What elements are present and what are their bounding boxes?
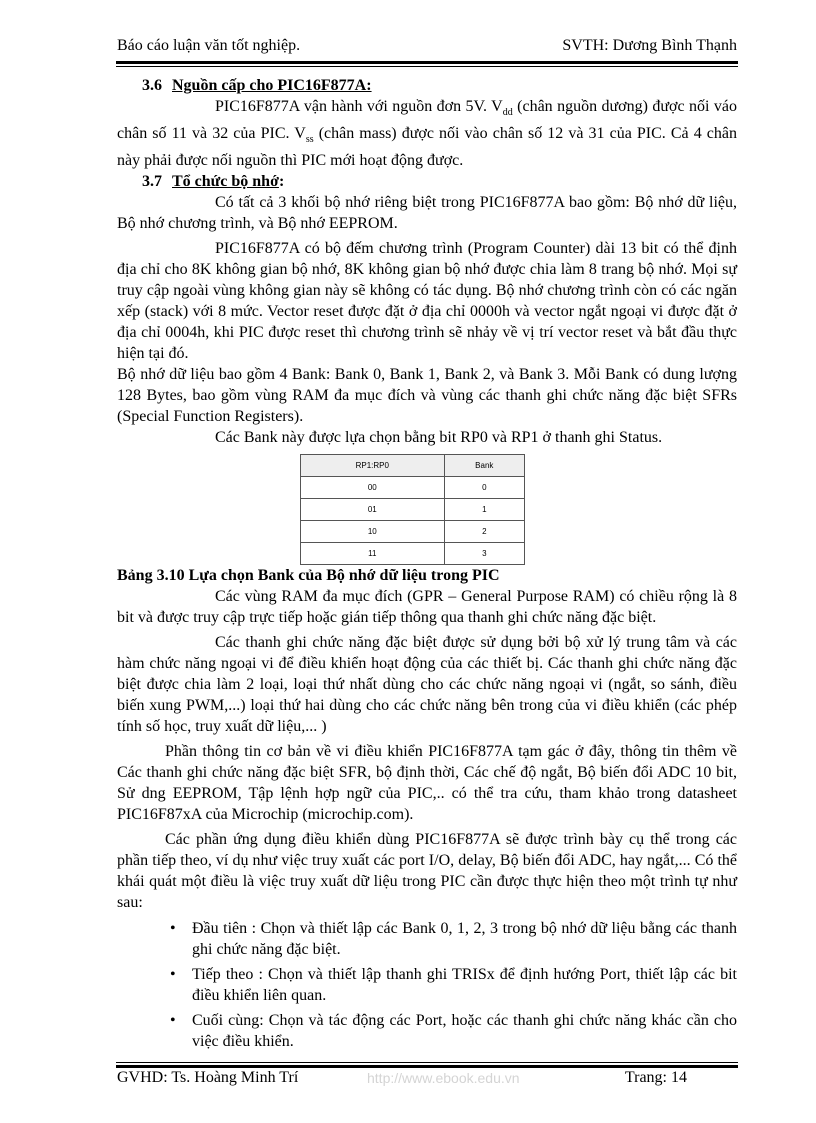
header-student-name: SVTH: Dương Bình Thạnh [562, 37, 737, 54]
bullet-icon: • [170, 966, 176, 984]
table-cell: 0 [444, 477, 524, 499]
section-title: Nguồn cấp cho PIC16F877A: [172, 77, 372, 94]
page-footer [117, 1068, 737, 1092]
table-cell: 01 [301, 499, 445, 521]
table-cell: 1 [444, 499, 524, 521]
header-report-title: Báo cáo luận văn tốt nghiệp. [117, 37, 301, 54]
table-row [301, 543, 525, 565]
page-header [117, 36, 737, 60]
paragraph-bank-select: Các Bank này được lựa chọn bằng bit RP0 và RP1 ở thanh ghi Status. [215, 429, 663, 447]
table-caption: Bảng 3.10 Lựa chọn Bank của Bộ nhớ dữ liệu trong PIC [117, 567, 500, 585]
section-heading-3-6 [117, 75, 737, 96]
section-number: 3.7 [142, 173, 162, 191]
table-header-row [301, 455, 525, 477]
footer-rule-thin [116, 1062, 738, 1063]
table-cell: 3 [444, 543, 524, 565]
paragraph-memory-blocks: Có tất cả 3 khối bộ nhớ riêng biệt trong PIC16F877A bao gồm: Bộ nhớ dữ liệu, Bộ nhớ chương trình, và Bộ nhớ EEPROM. [117, 194, 737, 233]
header-rule-thin [116, 66, 738, 67]
list-item: • Cuối cùng: Chọn và tác động các Port, hoặc các thanh ghi chức năng khác cần cho việc điều khiển. [170, 1012, 737, 1051]
bank-selection-table [300, 454, 525, 565]
table-cell: 2 [444, 521, 524, 543]
list-item: • Đầu tiên : Chọn và thiết lập các Bank 0, 1, 2, 3 trong bộ nhớ dữ liệu bằng các thanh ghi chức năng đặc biệt. [170, 920, 737, 959]
bank-table-wrapper [300, 454, 525, 565]
paragraph-more-info: Phần thông tin cơ bản về vi điều khiển PIC16F877A tạm gác ở đây, thông tin thêm về Các thanh ghi chức năng đặc biệt SFR, bộ định thời, Các chế độ ngắt, Bộ biến đổi ADC 10 bit, Sử dng EEPROM, Tập lệnh hợp ngữ của PIC,.. có thể tra cứu, tham khảo trong datasheet PIC16F87xA của Microchip (microchip.com). [117, 743, 737, 824]
bullet-icon: • [170, 920, 176, 938]
section-heading-3-7: 3.7 Tổ chức bộ nhớ: [142, 173, 285, 191]
header-rule-thick [116, 61, 738, 64]
page-number: Trang: 14 [624, 1069, 687, 1086]
footer-watermark-link[interactable]: http://www.ebook.edu.vn [367, 1070, 520, 1086]
table-row [301, 499, 525, 521]
list-item: • Tiếp theo : Chọn và thiết lập thanh ghi TRISx để định hướng Port, thiết lập các bit điều khiển liên quan. [170, 966, 737, 1005]
table-cell: 00 [301, 477, 445, 499]
table-header-cell: RP1:RP0 [301, 455, 445, 477]
table-cell: 10 [301, 521, 445, 543]
steps-list [117, 918, 737, 1052]
table-row [301, 521, 525, 543]
paragraph-application: Các phần ứng dụng điều khiển dùng PIC16F877A sẽ được trình bày cụ thể trong các phần tiếp theo, ví dụ như việc truy xuất các port I/O, delay, Bộ biến đổi ADC, hay ngắt,... Có thể khái quát một điều là việc truy xuất dữ liệu trong PIC cần được thực hiện theo một trình tự như sau: [117, 831, 737, 912]
paragraph-data-memory: Bộ nhớ dữ liệu bao gồm 4 Bank: Bank 0, Bank 1, Bank 2, và Bank 3. Mỗi Bank có dung lượng 128 Bytes, bao gồm vùng RAM đa mục đích và vùng các thanh ghi chức năng đặc biệt SFRs (Special Function Registers). [117, 366, 737, 426]
paragraph-gpr: Các vùng RAM đa mục đích (GPR – General Purpose RAM) có chiều rộng là 8 bit và được truy cập trực tiếp hoặc gián tiếp thông qua thanh ghi chức năng đặc biệt. [117, 588, 737, 627]
table-header-cell: Bank [444, 455, 524, 477]
bullet-icon: • [170, 1012, 176, 1030]
section-number: 3.6 [142, 77, 162, 94]
paragraph-power-supply: PIC16F877A vận hành với nguồn đơn 5V. $V_{dd}$ (chân nguồn dương) được nối váo chân số 11 và 32 của PIC. $V_{ss}$ (chân mass) được nối vào chân số 12 và 31 của PIC. Cả 4 chân này phải được nối nguồn thì PIC mới hoạt động được. [117, 98, 737, 170]
paragraph-program-counter: PIC16F877A có bộ đếm chương trình (Program Counter) dài 13 bit có thể định địa chỉ cho 8K không gian bộ nhớ, 8K không gian bộ nhớ được chia làm 8 trang bộ nhớ. Mọi sự truy cập ngoài vùng không gian này sẽ không có tác dụng. Bộ nhớ chương trình còn có các ngăn xếp (stack) với 8 mức. Vector reset được đặt ở địa chỉ 0000h và vector ngắt ngoại vi được đặt ở địa chỉ 0004h, khi PIC được reset thì chương trình sẽ nhảy về vị trí vector reset và bắt đầu thực hiện tại đó. [117, 240, 737, 363]
page-content [117, 75, 737, 1056]
section-title: Tổ chức bộ nhớ [172, 173, 279, 191]
table-row [301, 477, 525, 499]
paragraph-sfr: Các thanh ghi chức năng đặc biệt được sử dụng bởi bộ xử lý trung tâm và các hàm chức năng ngoại vi để điều khiển hoạt động của các thiết bị. Các thanh ghi chức năng đặc biệt được chia làm 2 loại, loại thứ nhất dùng cho các chức năng ngoại vi (ngắt, so sánh, điều biến xung PWM,...) loại thứ hai dùng cho các chức năng bên trong của vi điều khiển (các phép tính số học, truy xuất dữ liệu,... ) [117, 634, 737, 736]
table-cell: 11 [301, 543, 445, 565]
footer-supervisor: GVHD: Ts. Hoàng Minh Trí [117, 1069, 299, 1086]
